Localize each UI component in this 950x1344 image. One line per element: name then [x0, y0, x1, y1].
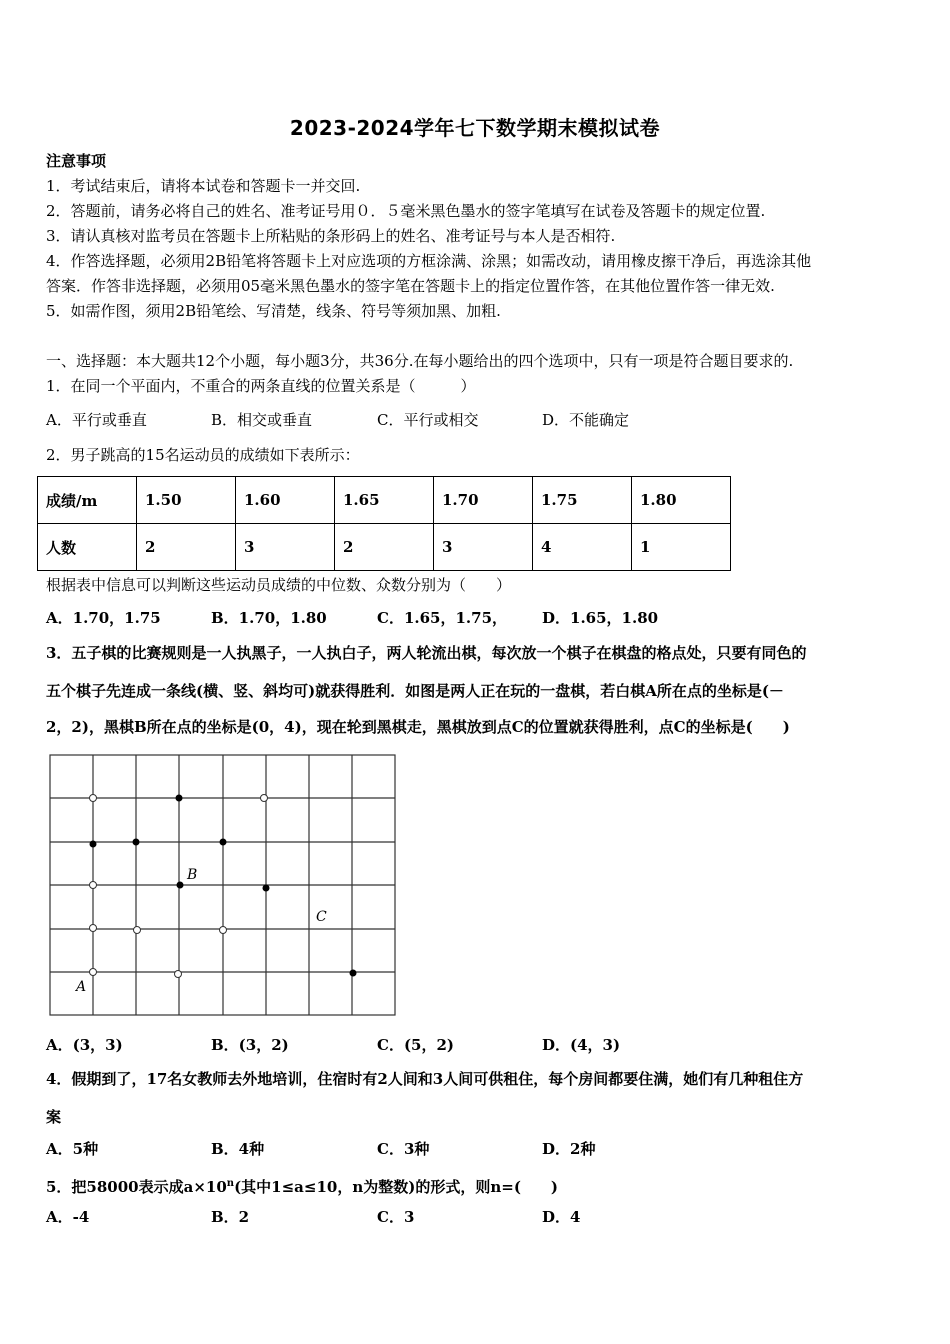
black-stone: [177, 882, 184, 889]
question-3-line: 2，2)，黑棋B所在点的坐标是(0，4)，现在轮到黑棋走，黑棋放到点C的位置就获得胜利，点C的坐标是( ): [46, 718, 790, 736]
table-cell: 1.75: [533, 477, 632, 524]
table-cell: 1.60: [236, 477, 335, 524]
q4-option-b: B．4种: [211, 1140, 265, 1158]
question-4-line: 4．假期到了，17名女教师去外地培训，住宿时有2人间和3人间可供租住，每个房间都要住满，她们有几种租住方: [46, 1070, 804, 1088]
table-cell: 3: [236, 524, 335, 571]
white-stone: [261, 795, 268, 802]
q2-option-b: B．1.70，1.80: [211, 609, 327, 627]
black-stone: [263, 885, 270, 892]
table-cell: 1.70: [434, 477, 533, 524]
q2-option-c: C．1.65，1.75，: [377, 609, 508, 627]
q2-option-d: D．1.65，1.80: [542, 609, 659, 627]
q5-stem-sup: n: [226, 1178, 235, 1189]
q5-option-b: B．2: [211, 1208, 250, 1226]
black-stone: [133, 839, 140, 846]
table-row: [38, 524, 731, 571]
question-2-stem: 2．男子跳高的15名运动员的成绩如下表所示：: [46, 446, 360, 464]
question-5-stem: [46, 1174, 558, 1197]
white-stone: [90, 882, 97, 889]
q1-option-d: D．不能确定: [542, 411, 630, 429]
q4-option-d: D．2种: [542, 1140, 596, 1158]
q3-option-a: A．(3，3): [46, 1036, 123, 1054]
black-stone: [220, 839, 227, 846]
black-stone: [350, 970, 357, 977]
notice-item: 1．考试结束后，请将本试卷和答题卡一并交回.: [46, 177, 361, 195]
q2-option-a: A．1.70，1.75: [46, 609, 161, 627]
label-a: A: [76, 979, 87, 995]
table-cell: 4: [533, 524, 632, 571]
q3-option-d: D．(4，3): [542, 1036, 621, 1054]
q5-option-d: D．4: [542, 1208, 581, 1226]
notice-item: 答案．作答非选择题，必须用05毫米黑色墨水的签字笔在答题卡上的指定位置作答，在其他位置作答一律无效.: [46, 277, 775, 295]
q5-option-c: C．3: [377, 1208, 415, 1226]
gomoku-board: [49, 754, 397, 1018]
page-title: 2023-2024学年七下数学期末模拟试卷: [289, 116, 661, 140]
board-grid-lines: [50, 755, 395, 1015]
white-stone: [220, 927, 227, 934]
label-b: B: [187, 867, 198, 883]
q1-option-c: C．平行或相交: [377, 411, 479, 429]
black-stone: [90, 841, 97, 848]
question-3-line: 3．五子棋的比赛规则是一人执黑子，一人执白子，两人轮流出棋，每次放一个棋子在棋盘的格点处，只要有同色的: [46, 644, 807, 662]
notice-item: 3．请认真核对监考员在答题卡上所粘贴的条形码上的姓名、准考证号与本人是否相符.: [46, 227, 616, 245]
section-heading: 一、选择题：本大题共12个小题，每小题3分，共36分.在每小题给出的四个选项中，只有一项是符合题目要求的.: [46, 352, 794, 370]
question-1-stem: 1．在同一个平面内，不重合的两条直线的位置关系是（ ）: [46, 377, 476, 395]
q4-option-c: C．3种: [377, 1140, 430, 1158]
scores-table: [37, 476, 731, 571]
white-stone: [90, 969, 97, 976]
q3-option-b: B．(3，2): [211, 1036, 289, 1054]
table-cell: 1.80: [632, 477, 731, 524]
q1-option-b: B．相交或垂直: [211, 411, 313, 429]
q1-option-a: A．平行或垂直: [46, 411, 147, 429]
table-cell: 2: [335, 524, 434, 571]
q4-option-a: A．5种: [46, 1140, 99, 1158]
table-cell: 1: [632, 524, 731, 571]
notice-item: 4．作答选择题，必须用2B铅笔将答题卡上对应选项的方框涂满、涂黑；如需改动，请用橡皮擦干净后，再选涂其他: [46, 252, 812, 270]
notice-item: 5．如需作图，须用2B铅笔绘、写清楚，线条、符号等须加黑、加粗.: [46, 302, 501, 320]
question-4-line: 案: [46, 1108, 62, 1126]
notice-item: 2．答题前，请务必将自己的姓名、准考证号用０．５毫米黑色墨水的签字笔填写在试卷及答题卡的规定位置.: [46, 202, 766, 220]
table-cell: 成绩/m: [38, 477, 137, 524]
question-2-question: 根据表中信息可以判断这些运动员成绩的中位数、众数分别为（ ）: [46, 576, 512, 594]
q5-option-a: A．-4: [46, 1208, 90, 1226]
table-cell: 3: [434, 524, 533, 571]
white-stone: [134, 927, 141, 934]
black-stone: [176, 795, 183, 802]
table-cell: 1.50: [137, 477, 236, 524]
notice-heading: 注意事项: [46, 152, 107, 170]
table-cell: 1.65: [335, 477, 434, 524]
white-stone: [90, 795, 97, 802]
table-cell: 2: [137, 524, 236, 571]
white-stone: [90, 925, 97, 932]
q5-stem-pre: 5．把58000表示成a×10: [46, 1178, 227, 1196]
q3-option-c: C．(5，2): [377, 1036, 455, 1054]
label-c: C: [316, 909, 327, 925]
table-cell: 人数: [38, 524, 137, 571]
white-stone: [175, 971, 182, 978]
q5-stem-post: (其中1≤a≤10，n为整数)的形式，则n=( ): [234, 1178, 559, 1196]
table-row: [38, 477, 731, 524]
question-3-line: 五个棋子先连成一条线(横、竖、斜均可)就获得胜利．如图是两人正在玩的一盘棋，若白棋A所在点的坐标是(－: [46, 682, 784, 700]
